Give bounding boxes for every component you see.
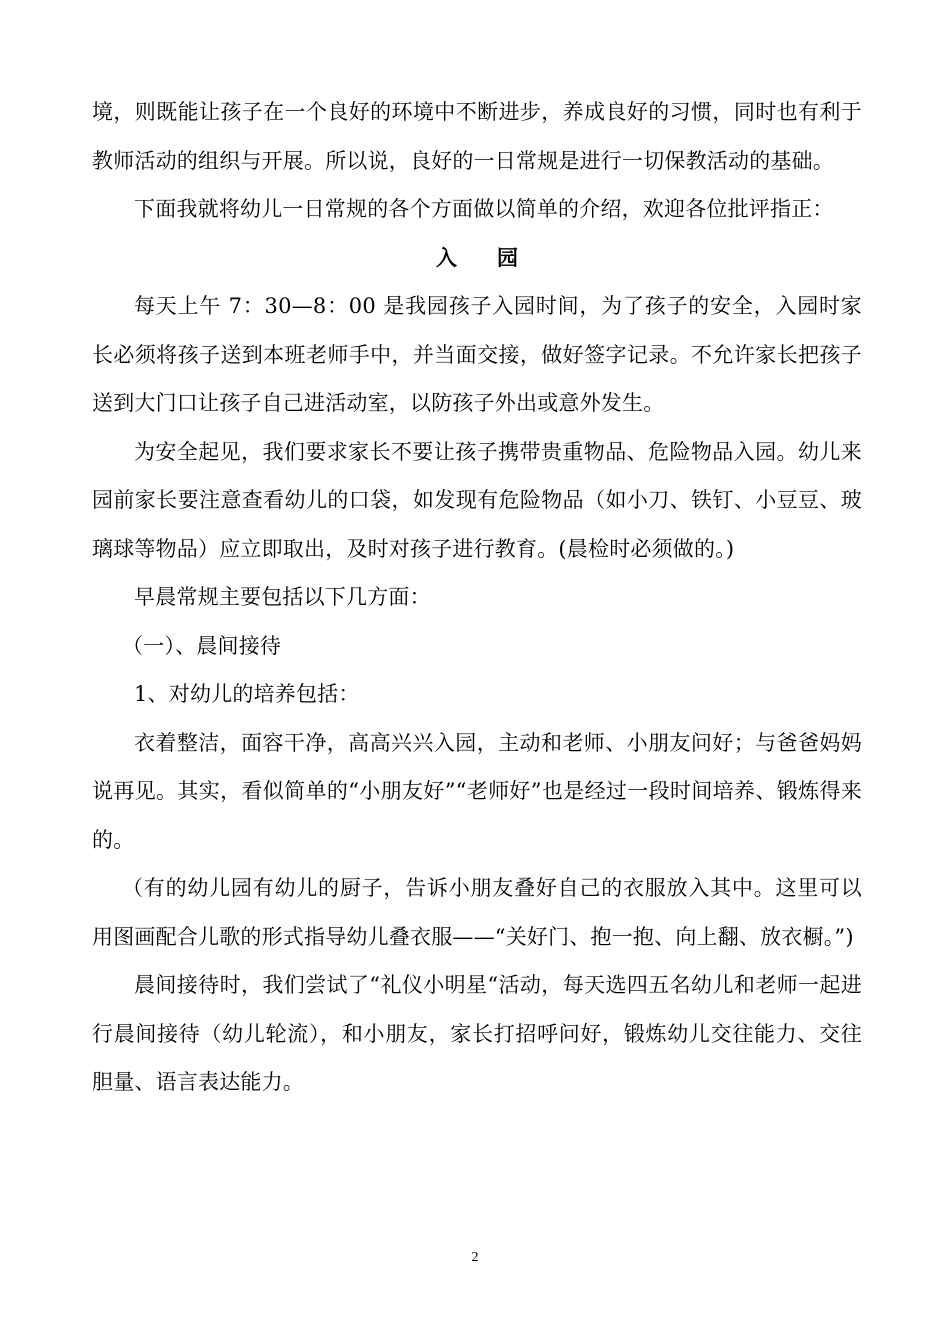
paragraph-etiquette-star: 晨间接待时，我们尝试了“礼仪小明星“活动，每天选四五名幼儿和老师一起进行晨间接待（幼儿轮流），和小朋友，家长打招呼问好，锻炼幼儿交往能力、交往胆量、语言表达能力。 (92, 973, 862, 1094)
document-body (92, 88, 862, 1107)
list-item-child-training: 1、对幼儿的培养包括： (134, 682, 360, 706)
paragraph-safety: 为安全起见，我们要求家长不要让孩子携带贵重物品、危险物品入园。幼儿来园前家长要注意查看幼儿的口袋，如发现有危险物品（如小刀、铁钉、小豆豆、玻璃球等物品）应立即取出，及时对孩子进行教育。(晨检时必须做的。) (92, 439, 862, 561)
paragraph-intro-continuation: 境，则既能让孩子在一个良好的环境中不断进步，养成良好的习惯，同时也有利于教师活动的组织与开展。所以说，良好的一日常规是进行一切保教活动的基础。 (92, 100, 862, 173)
section-heading-entering-kindergarten: 入园 (436, 244, 558, 270)
paragraph-greeting: 衣着整洁，面容干净，高高兴兴入园，主动和老师、小朋友问好；与爸爸妈妈说再见。其实，看似简单的“小朋友好”“老师好”也是经过一段时间培养、锻炼得来的。 (92, 730, 862, 852)
paragraph-arrival-time: 每天上午 7：30—8：00 是我园孩子入园时间，为了孩子的安全，入园时家长必须将孩子送到本班老师手中，并当面交接，做好签字记录。不允许家长把孩子送到大门口让孩子自己进活动室，以防孩子外出或意外发生。 (92, 294, 862, 415)
paragraph-morning-routine: 早晨常规主要包括以下几方面： (134, 585, 431, 609)
paragraph-folding-clothes: （有的幼儿园有幼儿的厨子，告诉小朋友叠好自己的衣服放入其中。这里可以用图画配合儿歌的形式指导幼儿叠衣服——“关好门、抱一抱、向上翻、放衣橱。”) (92, 876, 862, 949)
subheading-morning-reception: （一）、晨间接待 (122, 633, 282, 658)
page-number: 2 (471, 1250, 479, 1265)
paragraph-introduction: 下面我就将幼儿一日常规的各个方面做以简单的介绍，欢迎各位批评指正： (134, 197, 834, 221)
